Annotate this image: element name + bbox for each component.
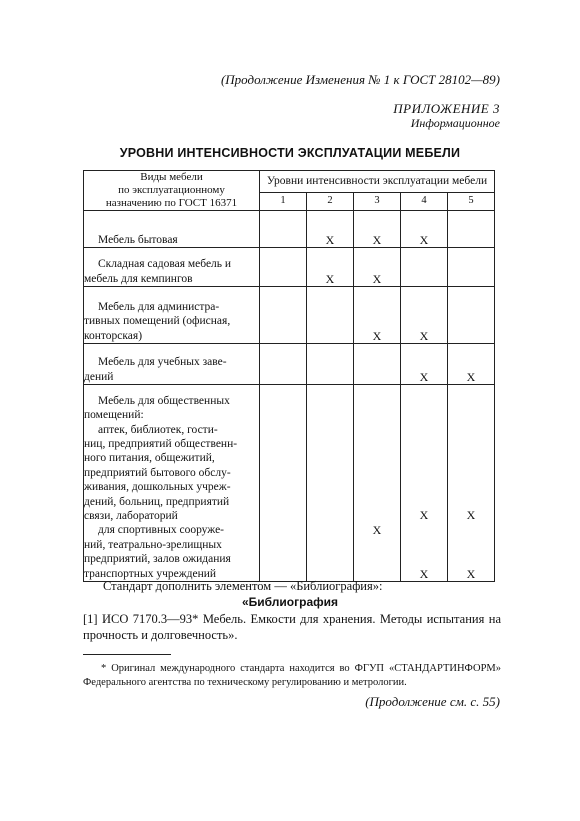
level-mark: X (466, 508, 476, 523)
kind-line: Мебель для учебных заве- (98, 356, 227, 369)
table-row (84, 211, 495, 248)
level-cell (260, 385, 307, 582)
level-cell (260, 287, 307, 344)
level-mark: X (372, 522, 382, 537)
kind-line: ниц, предприятий общественн- (84, 437, 238, 450)
document-title: УРОВНИ ИНТЕНСИВНОСТИ ЭКСПЛУАТАЦИИ МЕБЕЛИ (119, 146, 461, 160)
kind-line: Складная садовая мебель и (98, 258, 232, 271)
kind-line: транспортных учреждений (84, 567, 217, 580)
kind-line: предприятий, залов ожидания (84, 553, 231, 566)
level-cell: X (401, 211, 448, 248)
appendix-label (393, 101, 500, 131)
level-cell: X (354, 248, 401, 287)
level-mark: X (419, 508, 429, 523)
kind-line: ного питания, общежитий, (84, 452, 215, 465)
header-furniture-kind (84, 171, 260, 211)
kind-line: ний, театрально-зрелищных (84, 538, 222, 551)
header-kind-line: Виды мебели (140, 171, 203, 183)
kind-line: аптек, библиотек, гости- (98, 423, 218, 436)
level-cell (307, 344, 354, 385)
level-cell (260, 248, 307, 287)
level-cell (260, 344, 307, 385)
kind-line: живания, дошкольных учреж- (84, 481, 231, 494)
kind-line: дений (84, 370, 114, 383)
intensity-table (83, 170, 495, 582)
level-cell: X (448, 344, 495, 385)
row-furniture-kind (84, 248, 260, 287)
kind-line: тивных помещений (офисная, (84, 315, 231, 328)
level-cell (260, 211, 307, 248)
kind-line: предприятий бытового обслу- (84, 466, 231, 479)
row-furniture-kind (84, 344, 260, 385)
level-cell: X (307, 248, 354, 287)
level-cell (448, 287, 495, 344)
footnote-divider (83, 654, 171, 655)
continuation-note: (Продолжение Изменения № 1 к ГОСТ 28102—89) (220, 72, 500, 87)
row-furniture-kind (84, 385, 260, 582)
kind-line: дений, больниц, предприятий (84, 495, 230, 508)
level-cell (307, 385, 354, 582)
kind-line: связи, лабораторий (84, 509, 178, 522)
header-kind-line: назначению по ГОСТ 16371 (105, 197, 238, 209)
level-3-header: 3 (354, 192, 401, 210)
bibliography-item: [1] ИСО 7170.3—93* Мебель. Емкости для хранения. Методы испытания на прочность и долговечность». (83, 612, 501, 642)
row-furniture-kind (84, 287, 260, 344)
level-cell: X (354, 287, 401, 344)
level-cell (354, 344, 401, 385)
level-mark: X (419, 566, 429, 581)
kind-line: Мебель для общественных (98, 394, 230, 407)
level-cell: X (401, 287, 448, 344)
continued-note: (Продолжение см. с. 55) (365, 694, 500, 709)
header-intensity-levels: Уровни интенсивности эксплуатации мебели (260, 171, 495, 193)
table-row (84, 344, 495, 385)
kind-line: Мебель бытовая (98, 233, 178, 246)
level-cell: X (307, 211, 354, 248)
level-cell: X (354, 211, 401, 248)
level-cell (401, 385, 448, 582)
level-5-header: 5 (448, 192, 495, 210)
row-furniture-kind (84, 211, 260, 248)
table-row (84, 248, 495, 287)
level-2-header: 2 (307, 192, 354, 210)
bibliography-heading: «Библиография (242, 595, 338, 609)
kind-line: для спортивных сооруже- (98, 524, 225, 537)
level-cell (307, 287, 354, 344)
level-1-header: 1 (260, 192, 307, 210)
level-cell: X (401, 344, 448, 385)
kind-line: мебель для кемпингов (84, 272, 193, 285)
level-cell (354, 385, 401, 582)
level-cell (448, 385, 495, 582)
level-cell (448, 211, 495, 248)
kind-line: помещений: (84, 409, 144, 422)
level-cell (448, 248, 495, 287)
header-kind-line: по эксплуатационному (118, 184, 225, 196)
level-cell (401, 248, 448, 287)
appendix-title: ПРИЛОЖЕНИЕ 3 (393, 101, 500, 116)
kind-line: Мебель для администра- (98, 300, 220, 313)
appendix-kind: Информационное (410, 116, 500, 130)
level-mark: X (466, 566, 476, 581)
footnote: * Оригинал международного стандарта находится во ФГУП «СТАНДАРТИНФОРМ» Федерального агентства по техническому регулированию и метрологии. (83, 663, 501, 688)
kind-line: конторская) (84, 329, 143, 342)
table-row (84, 385, 495, 582)
level-4-header: 4 (401, 192, 448, 210)
supplement-text: Стандарт дополнить элементом — «Библиография»: (103, 579, 383, 593)
table-row (84, 287, 495, 344)
